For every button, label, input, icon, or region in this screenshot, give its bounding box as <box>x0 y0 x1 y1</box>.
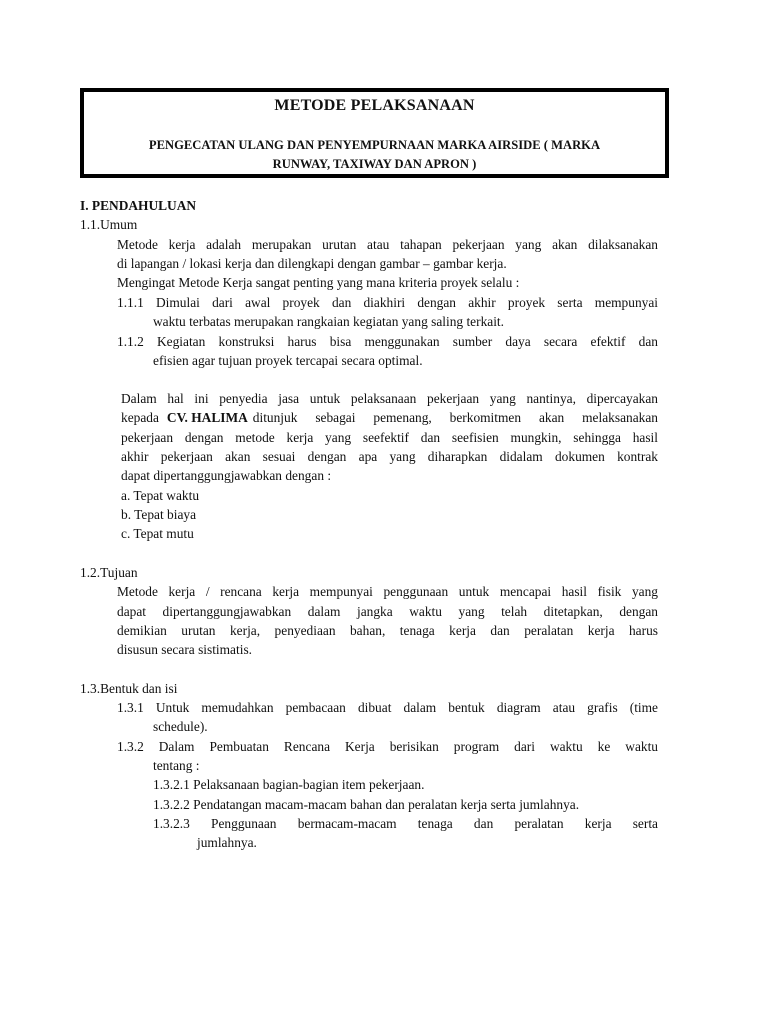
item-1-3-2-line-2: tentang : <box>153 758 200 773</box>
document-title: METODE PELAKSANAAN <box>274 97 475 114</box>
item-1-1-2-line-2: efisien agar tujuan proyek tercapai secara optimal. <box>153 353 423 368</box>
tujuan-line-1: Metode kerja / rencana kerja mempunyai penggunaan untuk mencapai hasil fisik yang <box>117 584 658 599</box>
paragraph-3-suffix: ditunjuk sebagai pemenang, berkomitmen akan melaksanakan <box>252 410 658 425</box>
umum-paragraph-1-line-1: Metode kerja adalah merupakan urutan atau tahapan pekerjaan yang akan dilaksanakan <box>117 237 658 252</box>
title-box <box>80 88 669 178</box>
document-subtitle <box>114 136 635 174</box>
item-1-1-1-line-1: 1.1.1 Dimulai dari awal proyek dan diakhiri dengan akhir proyek serta mempunyai <box>117 295 658 310</box>
list-item-b: b. Tepat biaya <box>121 507 197 522</box>
item-1-3-2-3-line-2: jumlahnya. <box>197 835 257 850</box>
item-1-3-1-line-2: schedule). <box>153 719 208 734</box>
umum-paragraph-3-line-1: Dalam hal ini penyedia jasa untuk pelaksanaan pekerjaan yang nantinya, dipercayakan <box>121 391 658 406</box>
item-1-1-2-line-1: 1.1.2 Kegiatan konstruksi harus bisa menggunakan sumber daya secara efektif dan <box>117 334 658 349</box>
tujuan-line-4: disusun secara sistimatis. <box>117 642 253 657</box>
subtitle-line-2: RUNWAY, TAXIWAY DAN APRON ) <box>272 157 477 171</box>
paragraph-3-prefix: kepada <box>121 410 159 425</box>
list-item-a: a. Tepat waktu <box>121 488 200 503</box>
umum-paragraph-3-line-5: dapat dipertanggungjawabkan dengan : <box>121 468 332 483</box>
item-1-3-2-3-line-1: 1.3.2.3 Penggunaan bermacam-macam tenaga dan peralatan kerja serta <box>153 816 658 831</box>
item-1-3-2-2: 1.3.2.2 Pendatangan macam-macam bahan dan peralatan kerja serta jumlahnya. <box>153 797 580 812</box>
umum-paragraph-3-line-3: pekerjaan dengan metode kerja yang seefektif dan seefisien mungkin, sehingga hasil <box>121 430 658 445</box>
subsection-umum-label: 1.1.Umum <box>80 217 138 232</box>
umum-paragraph-3-line-2 <box>121 408 658 428</box>
tujuan-line-3: demikian urutan kerja, penyediaan bahan, tenaga kerja dan peralatan kerja harus <box>117 623 658 638</box>
item-1-3-2-line-1: 1.3.2 Dalam Pembuatan Rencana Kerja berisikan program dari waktu ke waktu <box>117 739 658 754</box>
subtitle-line-1: PENGECATAN ULANG DAN PENYEMPURNAAN MARKA AIRSIDE ( MARKA <box>148 138 601 152</box>
umum-paragraph-2: Mengingat Metode Kerja sangat penting yang mana kriteria proyek selalu : <box>117 275 520 290</box>
list-item-c: c. Tepat mutu <box>121 526 194 541</box>
company-name: CV. HALIMA <box>166 410 248 425</box>
item-1-1-1-line-2: waktu terbatas merupakan rangkaian kegiatan yang saling terkait. <box>153 314 504 329</box>
subsection-tujuan-label: 1.2.Tujuan <box>80 565 138 580</box>
item-1-3-1-line-1: 1.3.1 Untuk memudahkan pembacaan dibuat dalam bentuk diagram atau grafis (time <box>117 700 658 715</box>
umum-paragraph-1-line-2: di lapangan / lokasi kerja dan dilengkapi dengan gambar – gambar kerja. <box>117 256 507 271</box>
section-heading: I. PENDAHULUAN <box>80 198 197 213</box>
umum-paragraph-3-line-4: akhir pekerjaan akan sesuai dengan apa yang diharapkan didalam dokumen kontrak <box>121 449 658 464</box>
item-1-3-2-1: 1.3.2.1 Pelaksanaan bagian-bagian item pekerjaan. <box>153 777 425 792</box>
tujuan-line-2: dapat dipertanggungjawabkan dalam jangka waktu yang telah ditetapkan, dengan <box>117 604 658 619</box>
subsection-bentuk-label: 1.3.Bentuk dan isi <box>80 681 178 696</box>
